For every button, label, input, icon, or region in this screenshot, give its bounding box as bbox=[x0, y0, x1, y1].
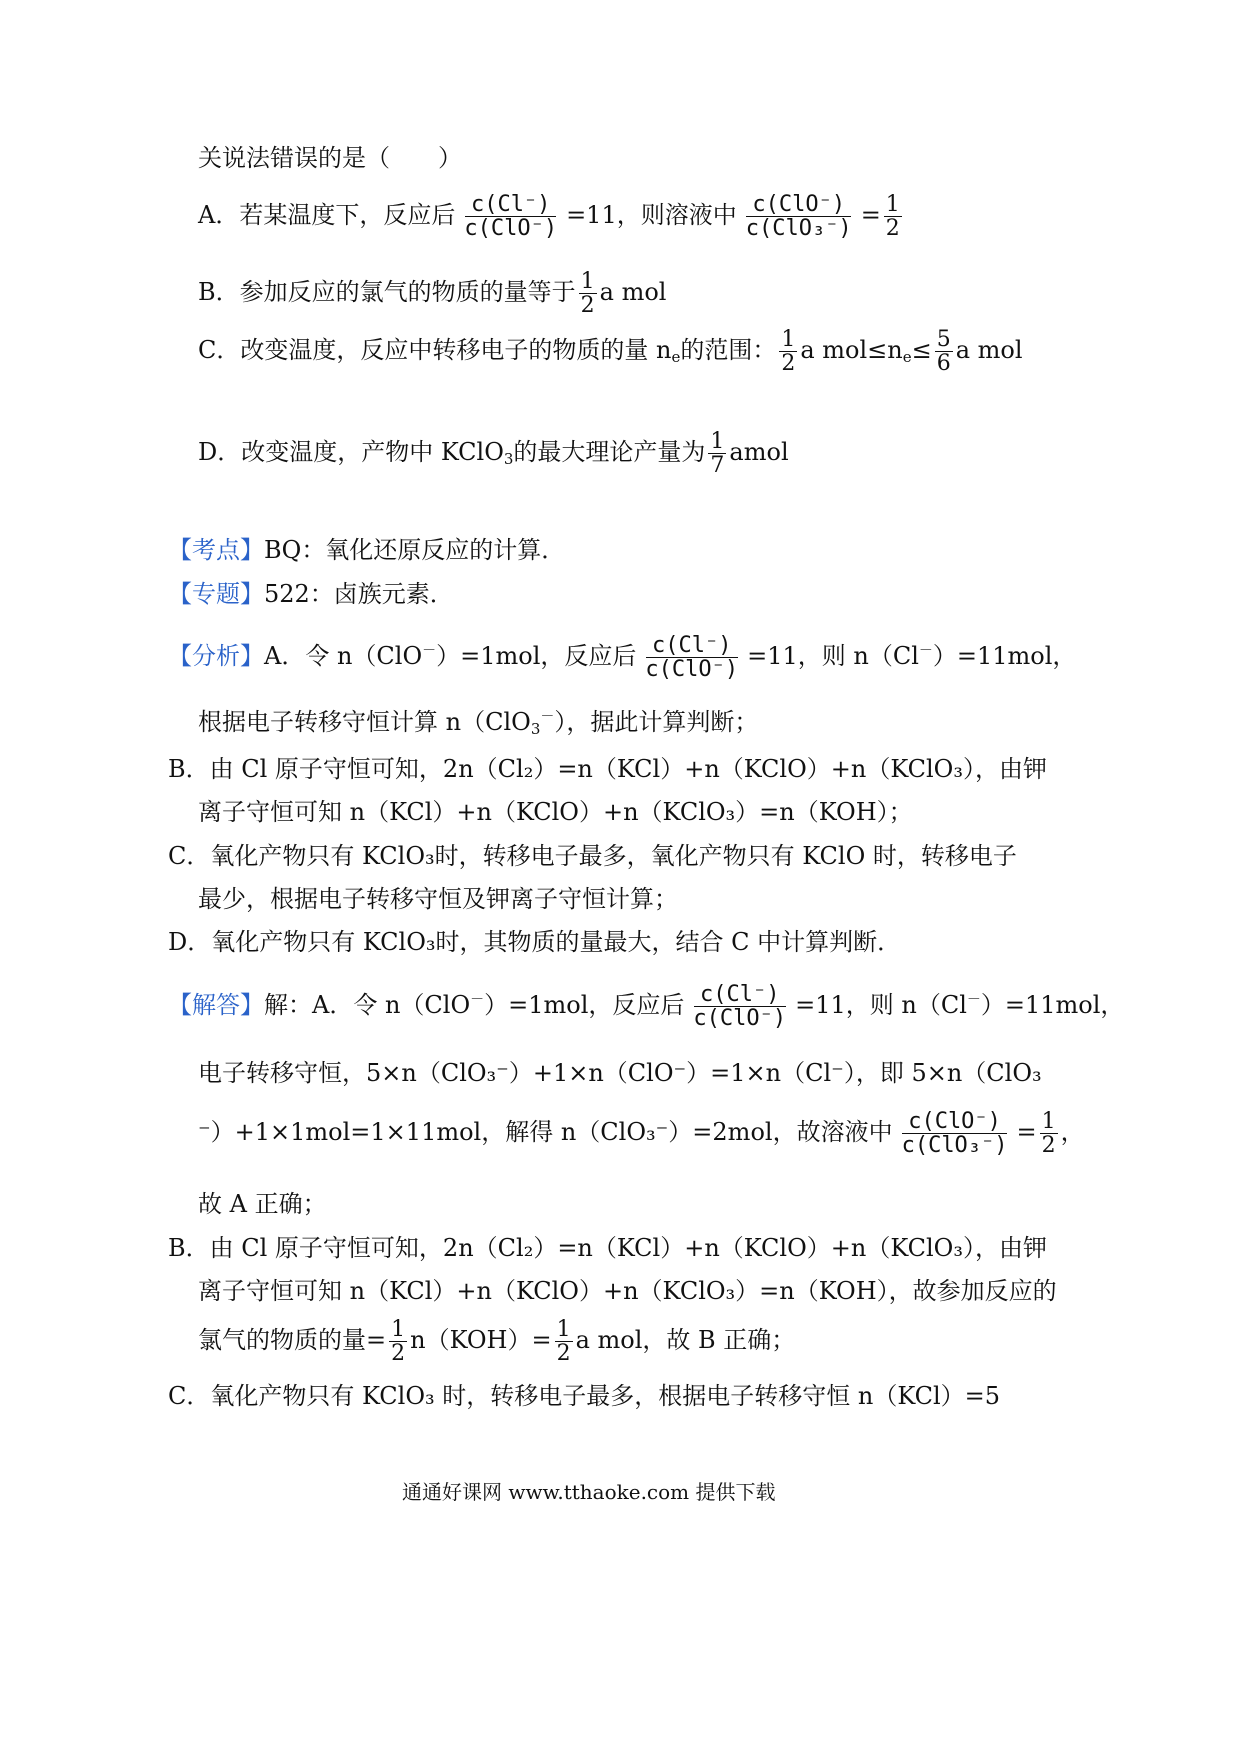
fenxi-line-c1: C．氧化产物只有 KClO₃时，转移电子最多，氧化产物只有 KClO 时，转移电子 bbox=[168, 842, 1017, 870]
jieda-line-4: 故 A 正确； bbox=[198, 1190, 327, 1218]
zhuanti-line: 【专题】522：卤族元素． bbox=[168, 580, 454, 608]
page-footer: 通通好课网 www.tthaoke.com 提供下载 bbox=[402, 1480, 776, 1504]
jieda-line-b3: 氯气的物质的量= $\frac{1}{2}$ n（KOH）= $\frac{1}{2}$ a mol，故 B 正确； bbox=[198, 1317, 796, 1367]
jieda-line-3: ⁻）+1×1mol=1×11mol，解得 n（ClO₃⁻）=2mol，故溶液中 $\frac{\text{c(ClO⁻)}}{\text{c(ClO₃⁻)}}$ = $\frac{1}{2}$ ， bbox=[198, 1109, 1085, 1159]
half-fraction: $\frac{1}{2}$ bbox=[556, 1317, 571, 1367]
fenxi-line-b1: B．由 Cl 原子守恒可知，2n（Cl₂）=n（KCl）+n（KClO）+n（KClO₃），由钾 bbox=[168, 755, 1047, 783]
ratio-cl-clo: $\frac{c(Cl^-)}{\text{c(ClO⁻)}}$ bbox=[693, 982, 787, 1032]
ratio-clo-clo3: $\frac{\text{c(ClO⁻)}}{\text{c(ClO₃⁻)}}$ bbox=[901, 1109, 1008, 1159]
value-fraction: $\frac{1}{2}$ bbox=[885, 192, 900, 242]
option-b: B．参加反应的氯气的物质的量等于 $\frac{1}{2}$ a mol bbox=[198, 269, 667, 319]
half-fraction: $\frac{1}{2}$ bbox=[391, 1317, 406, 1367]
option-a-label: A．若某温度下，反应后 bbox=[198, 201, 456, 230]
fenxi-line-1: 【分析】A．令 n（ClO－）=1mol，反应后 $\frac{c(Cl^-)}{\text{c(ClO⁻)}}$ =11，则 n（Cl－）=11mol， bbox=[168, 633, 1077, 683]
zhuanti-tag: 【专题】 bbox=[168, 580, 264, 608]
ratio-cl-clo: $\frac{c(Cl^-)}{\text{c(ClO⁻)}}$ bbox=[464, 192, 558, 242]
upper-bound-fraction: $\frac{5}{6}$ bbox=[936, 327, 951, 377]
value-fraction: $\frac{1}{7}$ bbox=[710, 429, 725, 479]
question-stem-tail: 关说法错误的是（ ） bbox=[198, 144, 462, 172]
ratio-cl-clo: $\frac{c(Cl^-)}{\text{c(ClO⁻)}}$ bbox=[645, 633, 739, 683]
fenxi-tag: 【分析】 bbox=[168, 642, 264, 671]
option-c: C．改变温度，反应中转移电子的物质的量 $n_e$的范围： $\frac{1}{2}$ a $mol\le n_e\le$ $\frac{5}{6}$ a mol bbox=[198, 327, 1023, 377]
value-fraction: $\frac{1}{2}$ bbox=[580, 269, 595, 319]
jieda-line-2: 电子转移守恒，5×n（ClO₃⁻）+1×n（ClO⁻）=1×n（Cl⁻），即 5×n（ClO₃ bbox=[198, 1059, 1042, 1087]
jieda-tag: 【解答】 bbox=[168, 991, 264, 1020]
jieda-line-b1: B．由 Cl 原子守恒可知，2n（Cl₂）=n（KCl）+n（KClO）+n（KClO₃），由钾 bbox=[168, 1234, 1047, 1262]
kaodian-tag: 【考点】 bbox=[168, 536, 264, 564]
jieda-line-b2: 离子守恒可知 n（KCl）+n（KClO）+n（KClO₃）=n（KOH），故参加反应的 bbox=[198, 1277, 1057, 1305]
option-a: A．若某温度下，反应后 $\frac{c(Cl^-)}{\text{c(ClO⁻)}}$ =11，则溶液中 $\frac{\text{c(ClO⁻)}}{\text{c(ClO₃⁻)}}$ = $\frac{1}{2}$ bbox=[198, 192, 900, 242]
value-fraction: $\frac{1}{2}$ bbox=[1041, 1109, 1056, 1159]
fenxi-line-2: 根据电子转移守恒计算 n（ClO$_3$－），据此计算判断； bbox=[198, 708, 759, 738]
lower-bound-fraction: $\frac{1}{2}$ bbox=[781, 327, 796, 377]
fenxi-line-c2: 最少，根据电子转移守恒及钾离子守恒计算； bbox=[198, 885, 678, 913]
option-d: D．改变温度，产物中 KClO$_3$的最大理论产量为 $\frac{1}{7}$ amol bbox=[198, 429, 789, 479]
ratio-clo-clo3: $\frac{\text{c(ClO⁻)}}{\text{c(ClO₃⁻)}}$ bbox=[745, 192, 852, 242]
kaodian-line: 【考点】BQ：氧化还原反应的计算． bbox=[168, 536, 566, 564]
fenxi-line-b2: 离子守恒可知 n（KCl）+n（KClO）+n（KClO₃）=n（KOH）； bbox=[198, 798, 913, 826]
fenxi-line-d1: D．氧化产物只有 KClO₃时，其物质的量最大，结合 C 中计算判断． bbox=[168, 928, 902, 956]
jieda-line-1: 【解答】解：A．令 n（ClO－）=1mol，反应后 $\frac{c(Cl^-)}{\text{c(ClO⁻)}}$ =11，则 n（Cl－）=11mol， bbox=[168, 982, 1125, 1032]
jieda-line-c1: C．氧化产物只有 KClO₃ 时，转移电子最多，根据电子转移守恒 n（KCl）=5 bbox=[168, 1382, 1001, 1410]
